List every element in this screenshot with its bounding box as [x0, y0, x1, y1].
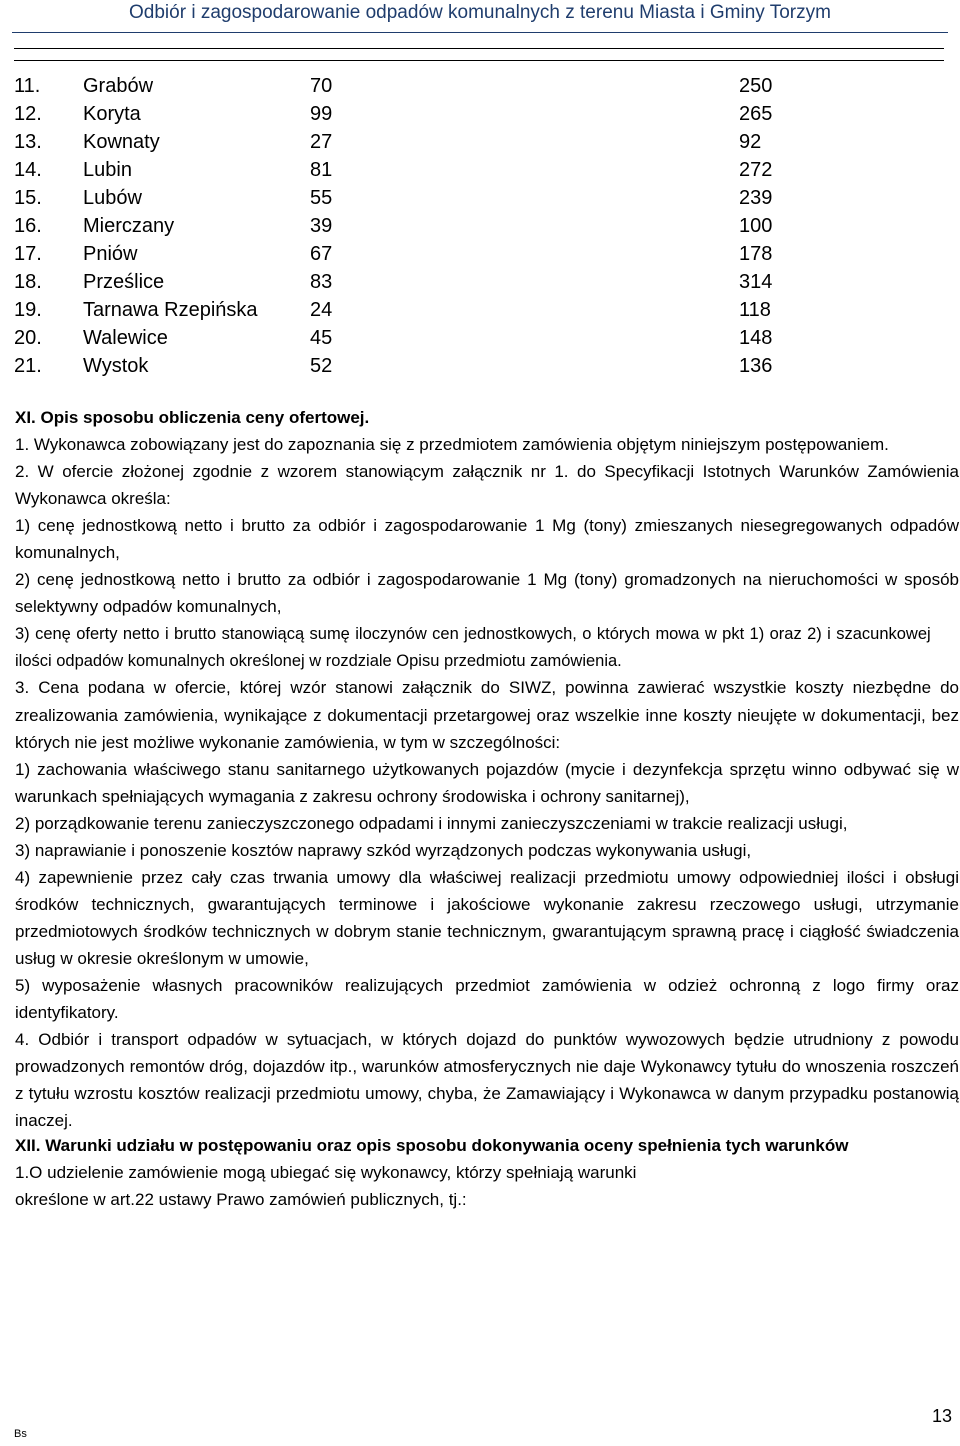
list-item: 2) cenę jednostkową netto i brutto za odbiór i zagospodarowanie 1 Mg (tony) gromadzonych na nieruchomości w sposób selektywny odpadów komunalnych, [15, 570, 959, 617]
table-row [0, 296, 960, 324]
row-number: 15. [14, 187, 42, 209]
table-row [0, 352, 960, 380]
value-b: 250 [739, 75, 773, 97]
localities-table [0, 72, 960, 380]
list-item: 2) porządkowanie terenu zanieczyszczonego odpadami i innymi zanieczyszczeniami w trakcie realizacji usługi, [15, 813, 848, 833]
row-number: 12. [14, 103, 42, 125]
table-row [0, 128, 960, 156]
table-row [0, 268, 960, 296]
section-heading-xii: XII. Warunki udziału w postępowaniu oraz opis sposobu dokonywania oceny spełnienia tych warunków [15, 1136, 849, 1156]
paragraph: 2. W ofercie złożonej zgodnie z wzorem stanowiącym załącznik nr 1. do Specyfikacji Istotnych Warunków Zamówienia Wykonawca określa: [15, 462, 959, 509]
row-number: 17. [14, 243, 42, 265]
value-b: 272 [739, 159, 773, 181]
list-item: 1) cenę jednostkową netto i brutto za odbiór i zagospodarowanie 1 Mg (tony) zmieszanych niesegregowanych odpadów komunalnych, [15, 516, 959, 563]
page-header: Odbiór i zagospodarowanie odpadów komunalnych z terenu Miasta i Gminy Torzym [129, 2, 831, 23]
table-row [0, 212, 960, 240]
value-a: 67 [310, 243, 333, 265]
paragraph: 3. Cena podana w ofercie, której wzór stanowi załącznik do SIWZ, powinna zawierać wszystkie koszty niezbędne do zrealizowania zamówienia, wynikające z dokumentacji przetargowej oraz wszelkie inne koszty nieujęte w dokumentacji, bez których nie jest możliwe wykonanie zamówienia, w tym w szczególności: [15, 678, 959, 752]
value-b: 178 [739, 243, 773, 265]
list-item: 4) zapewnienie przez cały czas trwania umowy dla właściwej realizacji przedmiotu umowy odpowiedniej ilości i obsługi środków technicznych, gwarantujących terminowe i jakościowe wykonanie zakresu rzeczowego usługi, utrzymanie przedmiotowych środków technicznych w dobrym stanie technicznym, gwarantującym sprawną pracę i ciągłość świadczenia usług w okresie określonym w umowie, [15, 867, 959, 968]
locality-name: Tarnawa Rzepińska [83, 299, 258, 321]
table-row [0, 240, 960, 268]
paragraph: 4. Odbiór i transport odpadów w sytuacjach, w których dojazd do punktów wywozowych będzie utrudniony z powodu prowadzonych remontów dróg, dojazdów itp., warunków atmosferycznych nie daje Wykonawcy tytułu do wnoszenia roszczeń z tytułu wzrostu kosztów realizacji przedmiotu umowy, chyba, że Zamawiający i Wykonawca w danym przypadku postanowią inaczej. [15, 1030, 959, 1131]
row-number: 13. [14, 131, 42, 153]
row-number: 19. [14, 299, 42, 321]
table-row [0, 100, 960, 128]
locality-name: Lubin [83, 159, 132, 181]
value-b: 136 [739, 355, 773, 377]
value-b: 118 [739, 299, 771, 321]
row-number: 21. [14, 355, 42, 377]
value-a: 83 [310, 271, 333, 293]
value-b: 239 [739, 187, 773, 209]
value-b: 100 [739, 215, 773, 237]
table-row [0, 184, 960, 212]
value-a: 24 [310, 299, 333, 321]
value-a: 99 [310, 103, 333, 125]
locality-name: Mierczany [83, 215, 175, 237]
locality-name: Prześlice [83, 271, 165, 293]
list-item: 5) wyposażenie własnych pracowników realizujących przedmiot zamówienia w odzież ochronną z logo firmy oraz identyfikatory. [15, 975, 959, 1023]
value-b: 148 [739, 327, 773, 349]
value-a: 81 [310, 159, 333, 181]
header-rule [12, 32, 948, 33]
footer-initials: Bs [14, 1428, 27, 1440]
list-item: 3) cenę oferty netto i brutto stanowiącą sumę iloczynów cen jednostkowych, o których mowa w pkt 1) oraz 2) i szacunkowej ilości odpadów komunalnych określonej w rozdziale Opisu przedmiotu zamówienia. [15, 624, 931, 671]
locality-name: Walewice [83, 327, 168, 349]
table-row [0, 156, 960, 184]
value-a: 52 [310, 355, 333, 377]
paragraph: określone w art.22 ustawy Prawo zamówień publicznych, tj.: [15, 1190, 467, 1210]
locality-name: Pniów [83, 243, 138, 265]
paragraph: 1. Wykonawca zobowiązany jest do zapoznania się z przedmiotem zamówienia objętym niniejszym postępowaniem. [15, 435, 889, 455]
row-number: 18. [14, 271, 42, 293]
locality-name: Koryta [83, 103, 141, 125]
table-row [0, 324, 960, 352]
value-b: 265 [739, 103, 773, 125]
table-inner-rule [14, 60, 944, 61]
list-item: 3) naprawianie i ponoszenie kosztów naprawy szkód wyrządzonych podczas wykonywania usługi, [15, 840, 752, 860]
row-number: 16. [14, 215, 42, 237]
locality-name: Kownaty [83, 131, 160, 153]
paragraph: 1.O udzielenie zamówienie mogą ubiegać się wykonawcy, którzy spełniają warunki [15, 1163, 637, 1183]
row-number: 20. [14, 327, 42, 349]
section-heading-xi: XI. Opis sposobu obliczenia ceny ofertowej. [15, 408, 370, 427]
document-body [15, 404, 959, 1213]
value-a: 39 [310, 215, 333, 237]
list-item: 1) zachowania właściwego stanu sanitarnego użytkowanych pojazdów (mycie i dezynfekcja sprzętu winno odbywać się w warunkach spełniających wymagania z zakresu ochrony środowiska i ochrony sanitarnej), [15, 759, 959, 806]
locality-name: Wystok [83, 355, 149, 377]
row-number: 11. [14, 75, 41, 97]
value-b: 314 [739, 271, 773, 293]
value-a: 70 [310, 75, 333, 97]
locality-name: Grabów [83, 75, 154, 97]
table-top-rule [14, 48, 944, 49]
table-row [0, 72, 960, 100]
locality-name: Lubów [83, 187, 142, 209]
value-a: 45 [310, 327, 333, 349]
value-b: 92 [739, 131, 762, 153]
value-a: 55 [310, 187, 333, 209]
row-number: 14. [14, 159, 42, 181]
value-a: 27 [310, 131, 333, 153]
page-number: 13 [931, 1406, 952, 1426]
